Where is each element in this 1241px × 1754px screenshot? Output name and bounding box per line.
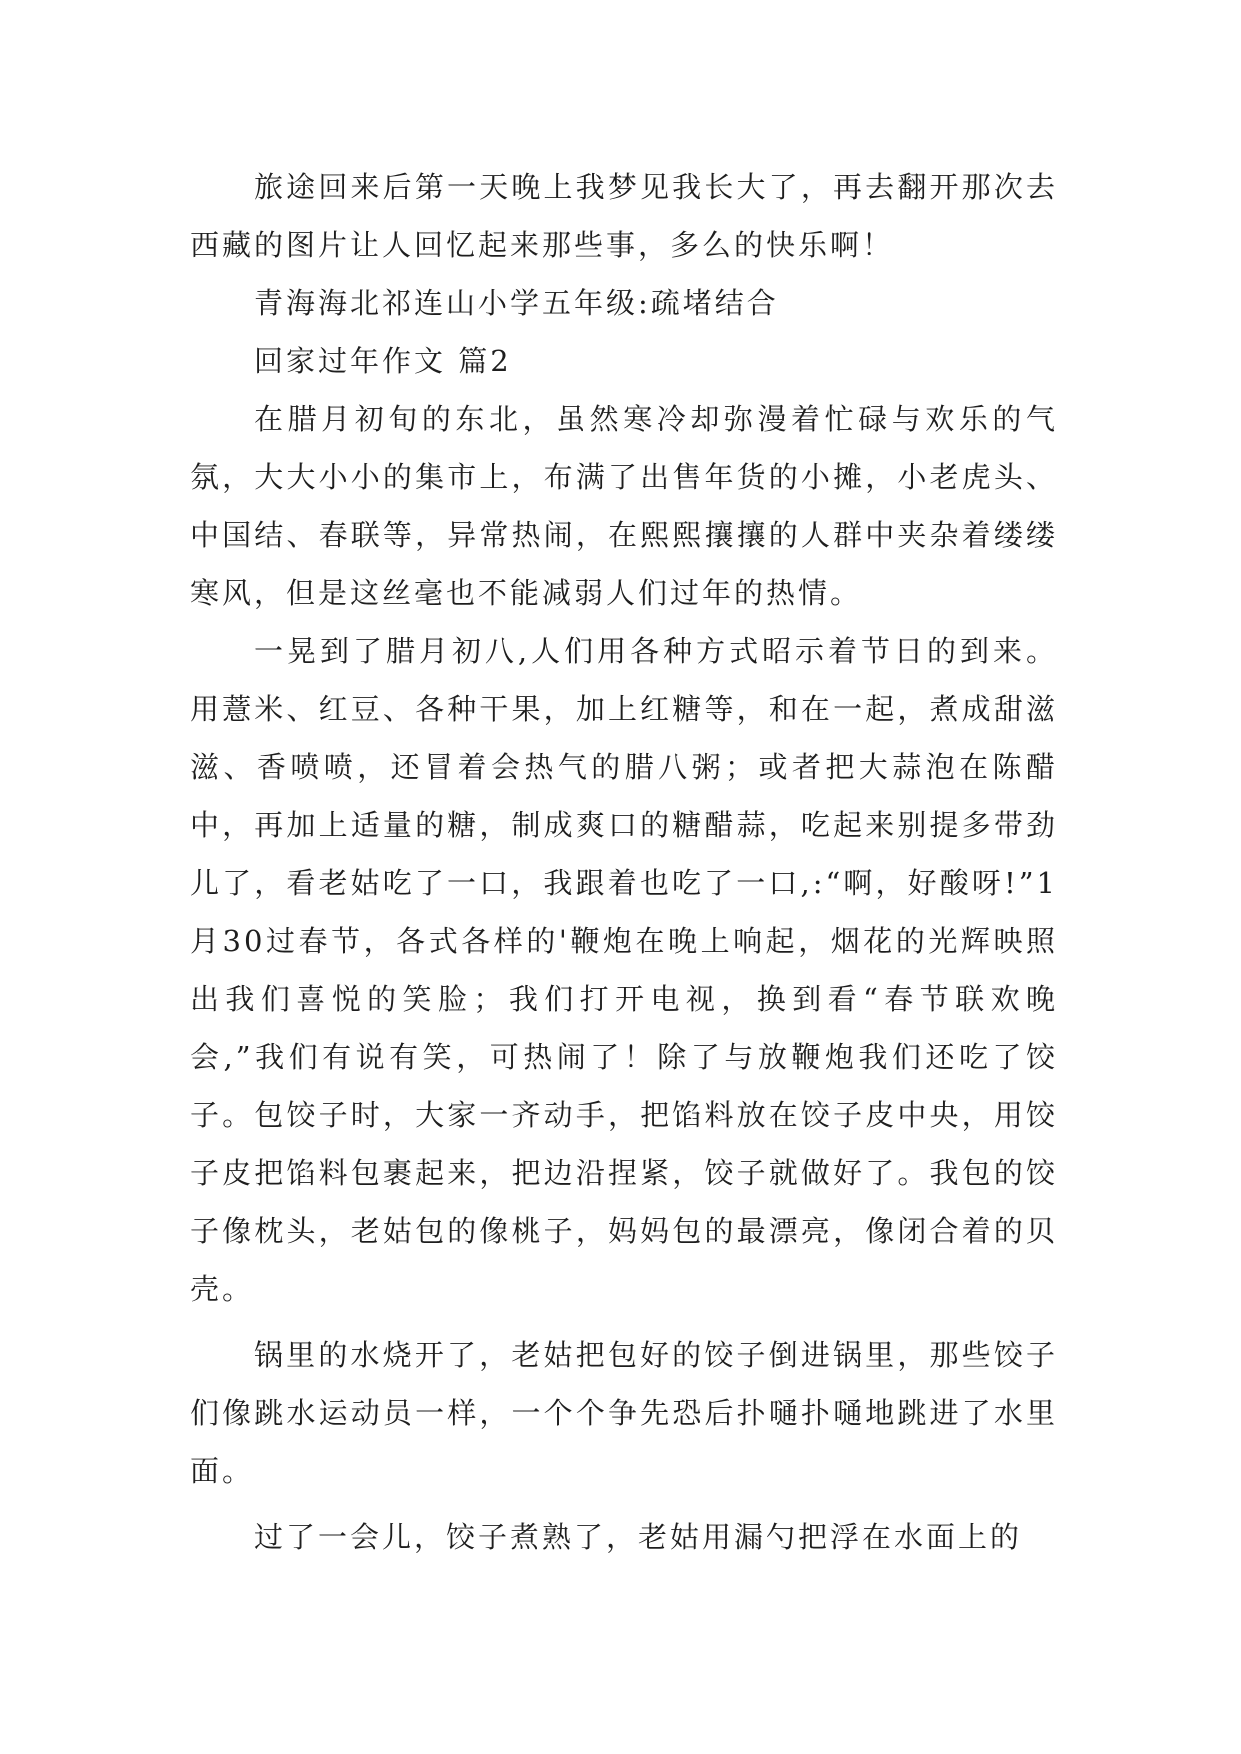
paragraph-dumplings-cooked: 过了一会儿，饺子煮熟了，老姑用漏勺把浮在水面上的 <box>254 1520 1023 1554</box>
document-body <box>190 158 1058 1566</box>
author-line: 青海海北祁连山小学五年级:疏堵结合 <box>254 286 779 320</box>
paragraph-laba-festival: 一晃到了腊月初八,人们用各种方式昭示着节日的到来。用薏米、红豆、各种干果，加上红糖等，和在一起，煮成甜滋滋、香喷喷，还冒着会热气的腊八粥；或者把大蒜泡在陈醋中，再加上适量的糖，制成爽口的糖醋蒜，吃起来别提多带劲儿了，看老姑吃了一口，我跟着也吃了一口,:“啊，好酸呀!”1月30过春节，各式各样的'鞭炮在晚上响起，烟花的光辉映照出我们喜悦的笑脸；我们打开电视，换到看“春节联欢晚会,”我们有说有笑，可热闹了！除了与放鞭炮我们还吃了饺子。包饺子时，大家一齐动手，把馅料放在饺子皮中央，用饺子皮把馅料包裹起来，把边沿捏紧，饺子就做好了。我包的饺子像枕头，老姑包的像桃子，妈妈包的最漂亮，像闭合着的贝壳。 <box>190 634 1058 1306</box>
paragraph-boiling-dumplings: 锅里的水烧开了，老姑把包好的饺子倒进锅里，那些饺子们像跳水运动员一样，一个个争先恐后扑嗵扑嗵地跳进了水里面。 <box>190 1338 1058 1488</box>
paragraph-northeast-market: 在腊月初旬的东北，虽然寒冷却弥漫着忙碌与欢乐的气氛，大大小小的集市上，布满了出售年货的小摊，小老虎头、中国结、春联等，异常热闹，在熙熙攘攘的人群中夹杂着缕缕寒风，但是这丝毫也不能减弱人们过年的热情。 <box>190 402 1058 610</box>
paragraph-travel-ending: 旅途回来后第一天晚上我梦见我长大了，再去翻开那次去西藏的图片让人回忆起来那些事，多么的快乐啊！ <box>190 170 1058 262</box>
section-title: 回家过年作文 篇2 <box>254 344 512 378</box>
